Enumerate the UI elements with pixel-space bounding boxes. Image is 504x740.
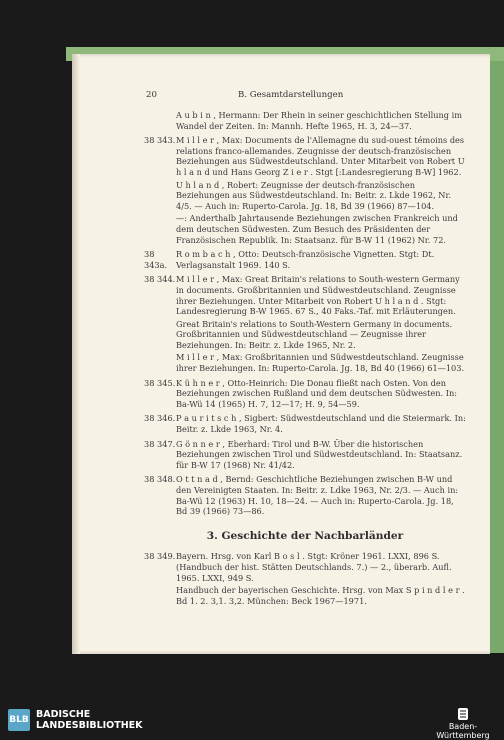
bibliography-entry [144, 474, 466, 516]
bibliography-entry [144, 274, 466, 373]
entry-number: 38 343a. [144, 249, 168, 270]
bibliography-body [144, 110, 466, 610]
entry-text: G ö n n e r , Eberhard: Tirol und B-W. Über die historischen Beziehungen zwischen Tirol und Südwestdeutschland. In: Staatsanz. für B-W 17 (1968) Nr. 41/42. [176, 438, 463, 470]
entry-text: R o m b a c h , Otto: Deutsch-französische Vignetten. Stgt: Dt. Verlagsanstalt 1969. 140 S. [176, 249, 435, 270]
entry-text: P a u r i t s c h , Sigbert: Südwestdeutschland und die Steiermark. In: Beitr. z. Lkde 1963, Nr. 4. [176, 413, 466, 435]
bibliography-entry [144, 378, 466, 410]
bibliography-list [144, 110, 466, 517]
entry-text: K ü h n e r , Otto-Heinrich: Die Donau fließt nach Osten. Von den Beziehungen zwischen Rußland und dem deutschen Südwesten. In: Ba-Wü 14 (1965) H. 7, 12—17; H. 9, 54—59. [176, 377, 457, 409]
bibliography-entry [144, 249, 466, 270]
page-number: 20 [146, 90, 157, 100]
bibliography-entry [144, 110, 466, 131]
entry-text: A u b i n , Hermann: Der Rhein in seiner geschichtlichen Stellung im Wandel der Zeiten. In: Mannh. Hefte 1965, H. 3, 24—37. [176, 110, 462, 131]
footer-bar [0, 705, 504, 740]
entry-number: 38 345. [144, 377, 176, 388]
bw-partner: Baden-Württemberg [428, 707, 498, 740]
bibliography-entry [144, 439, 466, 471]
entry-number: 38 347. [144, 438, 176, 449]
blb-logo: BLB [8, 709, 30, 731]
entry-number: 38 343. [144, 135, 176, 146]
entry-text: M i l l e r , Max: Großbritannien und Südwestdeutschland. Zeugnisse ihrer Beziehungen. In: Ruperto-Carola. Jg. 18, Bd 40 (1966) 61—103. [176, 352, 465, 374]
entry-text: O t t n a d , Bernd: Geschichtliche Beziehungen zwischen B-W und den Vereinigten Staaten. In: Beitr. z. Ldke 1963, Nr. 2/3. — Auch in: Ba-Wü 12 (1963) H. 10, 18—24. — Auch in: Ruperto-Carola. Jg. 18, Bd 39 (1966) 73—86. [176, 474, 459, 517]
bibliography-entry [144, 551, 466, 606]
running-title: B. Gesamtdarstellungen [238, 90, 344, 100]
page-gutter-shadow [72, 54, 80, 654]
bibliography-entry [144, 135, 466, 245]
section-heading: 3. Geschichte der Nachbarländer [206, 529, 404, 542]
bibliography-list-2 [144, 551, 466, 606]
entry-number: 38 346. [144, 413, 176, 424]
book-page [72, 54, 490, 654]
entry-text: Bayern. Hrsg. von Karl B o s l . Stgt: Kröner 1961. LXXI, 896 S. (Handbuch der hist. Stätten Deutschlands. 7.) — 2., überarb. Aufl. 1965. LXXI, 949 S. [176, 551, 452, 583]
library-name: BADISCHE LANDESBIBLIOTHEK [36, 709, 143, 731]
bibliography-entry [144, 413, 466, 434]
entry-number: 38 344. [144, 274, 176, 285]
entry-number: 38 349. [144, 551, 176, 562]
entry-text: M i l l e r , Max: Documents de l'Allemagne du sud-ouest témoins des relations franco-allemandes. Zeugnisse der deutsch-französischen Beziehungen aus Südwestdeutschland. Unter Mitarbeit von Robert U h l a n d und Hans Georg Z i e r . Stgt [:Landesregierung B-W] 1962. [176, 135, 465, 177]
entry-text: U h l a n d , Robert: Zeugnisse der deutsch-französischen Beziehungen aus Südwestdeutschland. In: Beitr. z. Lkde 1962, Nr. 4/5. — Auch in: Ruperto-Carola. Jg. 18, Bd 39 (1966) 87—104. [176, 179, 452, 211]
entry-text: Great Britain's relations to South-Western Germany in documents. Großbritannien und Südwestdeutschland — Zeugnisse ihrer Beziehungen. In: Beitr. z. Lkde 1965, Nr. 2. [176, 318, 453, 350]
entry-number: 38 348. [144, 474, 176, 485]
coat-of-arms-icon [456, 707, 470, 721]
entry-text: M i l l e r , Max: Great Britain's relations to South-western Germany in documents. Großbritannien und Südwestdeutschland. Zeugnisse ihrer Beziehungen. Unter Mitarbeit von Robert U h l a n d . Stgt: Landesregierung B-W 1965. 67 S., 40 Faks.-Taf. mit Erläuterungen. [176, 274, 460, 317]
entry-text: Handbuch der bayerischen Geschichte. Hrsg. von Max S p i n d l e r . Bd 1. 2. 3,1. 3,2. München: Beck 1967—1971. [176, 585, 465, 606]
entry-text: —: Anderthalb Jahrtausende Beziehungen zwischen Frankreich und dem deutschen Südwesten. Zum Besuch des Präsidenten der Französischen Republik. In: Staatsanz. für B-W 11 (1962) Nr. 72. [176, 213, 458, 245]
